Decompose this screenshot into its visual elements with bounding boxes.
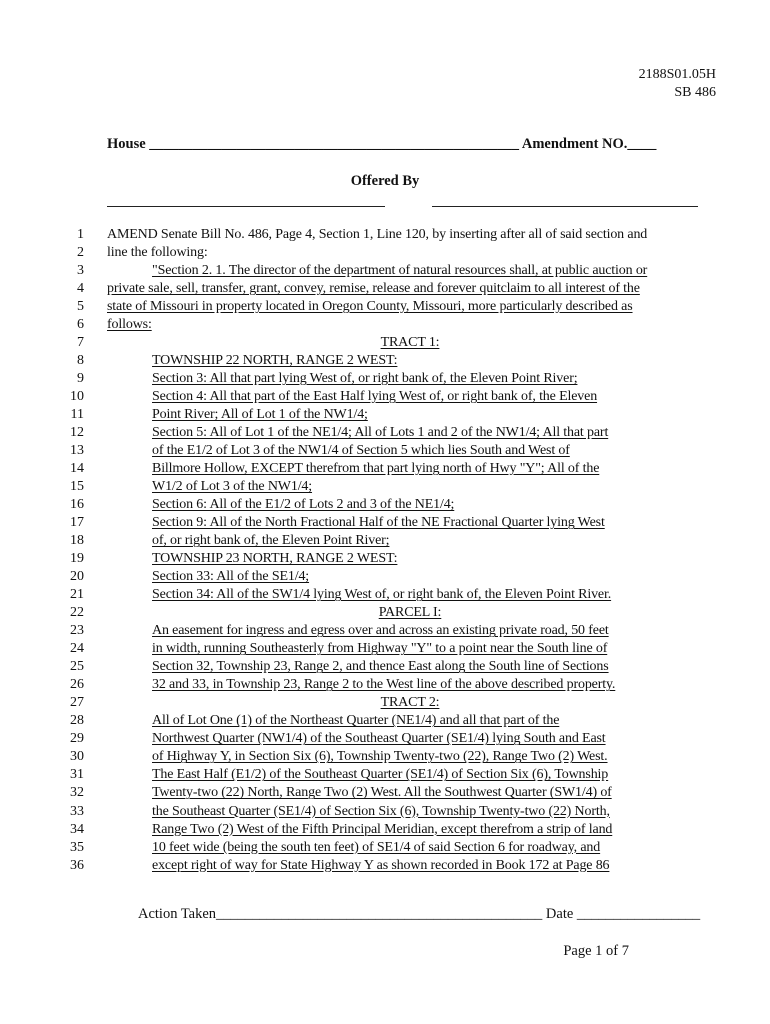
document-identifier [639, 66, 716, 102]
line-number: 29 [70, 731, 84, 747]
line-text: Section 32, Township 23, Range 2, and thence East along the South line of Sections [152, 659, 609, 675]
line-text: Section 3: All that part lying West of, or right bank of, the Eleven Point River; [152, 371, 578, 387]
line-text: Section 5: All of Lot 1 of the NE1/4; All of Lots 1 and 2 of the NW1/4; All that part [152, 425, 609, 441]
numbered-line [0, 712, 770, 730]
line-number: 21 [70, 587, 84, 603]
line-number: 1 [77, 227, 84, 242]
numbered-line [0, 821, 770, 839]
line-text: except right of way for State Highway Y as shown recorded in Book 172 at Page 86 [152, 857, 610, 873]
line-text: AMEND Senate Bill No. 486, Page 4, Section 1, Line 120, by inserting after all of said section and [107, 227, 648, 242]
line-number: 33 [70, 803, 84, 819]
numbered-line [0, 550, 770, 568]
line-number: 17 [70, 515, 84, 531]
numbered-line [0, 857, 770, 875]
line-text: TOWNSHIP 22 NORTH, RANGE 2 WEST: [152, 353, 398, 369]
line-number: 5 [77, 299, 84, 315]
line-text: Billmore Hollow, EXCEPT therefrom that part lying north of Hwy "Y"; All of the [152, 461, 600, 477]
line-text: Northwest Quarter (NW1/4) of the Southeast Quarter (SE1/4) lying South and East [152, 731, 606, 747]
page-number: Page 1 of 7 [563, 943, 629, 959]
line-number: 32 [70, 785, 84, 801]
line-text: follows: [107, 317, 152, 333]
line-text: line the following: [107, 245, 208, 261]
line-number: 12 [70, 425, 84, 441]
line-number: 30 [70, 749, 84, 765]
line-text: Point River; All of Lot 1 of the NW1/4; [152, 407, 368, 423]
line-text: in width, running Southeasterly from Highway "Y" to a point near the South line of [152, 641, 608, 657]
line-number: 11 [70, 407, 84, 423]
line-text: PARCEL I: [378, 605, 442, 621]
numbered-line [0, 784, 770, 802]
line-text: Section 33: All of the SE1/4; [152, 569, 310, 585]
numbered-line [0, 586, 770, 604]
numbered-line [0, 352, 770, 370]
line-number: 28 [70, 713, 84, 729]
line-number: 26 [70, 677, 84, 693]
line-number: 9 [77, 371, 84, 387]
numbered-line [0, 676, 770, 694]
line-number: 8 [77, 353, 84, 369]
line-text: TOWNSHIP 23 NORTH, RANGE 2 WEST: [152, 551, 398, 567]
line-text: Section 34: All of the SW1/4 lying West of, or right bank of, the Eleven Point River. [152, 587, 612, 603]
line-text: of Highway Y, in Section Six (6), Township Twenty-two (22), Range Two (2) West. [152, 749, 608, 765]
line-text: Section 4: All that part of the East Half lying West of, or right bank of, the Eleven [152, 389, 598, 405]
line-number: 18 [70, 533, 84, 549]
doc-code: 2188S01.05H [638, 67, 716, 82]
offered-by-heading: Offered By [350, 173, 420, 189]
numbered-line [0, 604, 770, 622]
numbered-line [0, 298, 770, 316]
numbered-line [0, 532, 770, 550]
line-text: of, or right bank of, the Eleven Point River; [152, 533, 390, 549]
numbered-line [0, 730, 770, 748]
line-number: 14 [70, 461, 84, 477]
numbered-line [0, 244, 770, 262]
amendment-body [0, 226, 770, 875]
numbered-line [0, 316, 770, 334]
line-text: TRACT 1: [380, 335, 440, 351]
numbered-line [0, 262, 770, 280]
line-text: Range Two (2) West of the Fifth Principal Meridian, except therefrom a strip of land [152, 821, 613, 837]
sponsor-signature-line-left [107, 206, 385, 207]
line-number: 34 [70, 821, 84, 837]
line-text: Section 9: All of the North Fractional Half of the NE Fractional Quarter lying West [152, 515, 605, 531]
line-number: 6 [77, 317, 84, 333]
line-text: Twenty-two (22) North, Range Two (2) West. All the Southwest Quarter (SW1/4) of [152, 785, 612, 801]
numbered-line [0, 496, 770, 514]
numbered-line [0, 766, 770, 784]
numbered-line [0, 442, 770, 460]
line-number: 2 [77, 245, 84, 261]
numbered-line [0, 694, 770, 712]
line-text: state of Missouri in property located in Oregon County, Missouri, more particularly described as [107, 299, 633, 315]
line-number: 15 [70, 479, 84, 495]
numbered-line [0, 478, 770, 496]
line-text: private sale, sell, transfer, grant, convey, remise, release and forever quitclaim to all interest of the [107, 281, 640, 297]
line-text: the Southeast Quarter (SE1/4) of Section Six (6), Township Twenty-two (22) North, [152, 803, 610, 819]
bill-number: SB 486 [674, 85, 716, 100]
numbered-line [0, 514, 770, 532]
numbered-line [0, 424, 770, 442]
line-number: 7 [77, 335, 84, 351]
action-taken-line: Action Taken_____________________________________________ Date _________________ [138, 906, 701, 922]
line-number: 36 [70, 857, 84, 873]
line-text: 32 and 33, in Township 23, Range 2 to the West line of the above described property. [152, 677, 616, 693]
line-number: 19 [70, 551, 84, 567]
numbered-line [0, 226, 770, 244]
line-number: 23 [70, 623, 84, 639]
line-number: 31 [70, 767, 84, 783]
numbered-line [0, 334, 770, 352]
line-text: W1/2 of Lot 3 of the NW1/4; [152, 479, 313, 495]
line-number: 20 [70, 569, 84, 585]
numbered-line [0, 622, 770, 640]
numbered-line [0, 370, 770, 388]
numbered-line [0, 748, 770, 766]
line-text: An easement for ingress and egress over and across an existing private road, 50 feet [152, 623, 609, 639]
house-amendment-line: House ___________________________________________________ Amendment NO.____ [107, 136, 657, 152]
line-number: 13 [70, 443, 84, 459]
line-text: The East Half (E1/2) of the Southeast Quarter (SE1/4) of Section Six (6), Township [152, 767, 609, 783]
numbered-line [0, 640, 770, 658]
line-text: of the E1/2 of Lot 3 of the NW1/4 of Section 5 which lies South and West of [152, 443, 570, 459]
line-text: All of Lot One (1) of the Northeast Quarter (NE1/4) and all that part of the [152, 713, 560, 729]
numbered-line [0, 568, 770, 586]
line-text: Section 6: All of the E1/2 of Lots 2 and 3 of the NE1/4; [152, 497, 455, 513]
numbered-line [0, 388, 770, 406]
line-number: 27 [70, 695, 84, 711]
numbered-line [0, 839, 770, 857]
line-text: "Section 2. 1. The director of the department of natural resources shall, at public auction or [152, 263, 648, 279]
sponsor-signature-line-right [432, 206, 698, 207]
line-number: 25 [70, 659, 84, 675]
line-text: TRACT 2: [380, 695, 440, 711]
numbered-line [0, 460, 770, 478]
line-number: 35 [70, 839, 84, 855]
numbered-line [0, 406, 770, 424]
numbered-line [0, 280, 770, 298]
numbered-line [0, 658, 770, 676]
line-number: 3 [77, 263, 84, 279]
line-text: 10 feet wide (being the south ten feet) of SE1/4 of said Section 6 for roadway, and [152, 839, 601, 855]
numbered-line [0, 803, 770, 821]
line-number: 16 [70, 497, 84, 513]
line-number: 24 [70, 641, 84, 657]
line-number: 22 [70, 605, 84, 621]
line-number: 4 [77, 281, 84, 297]
line-number: 10 [70, 389, 84, 405]
